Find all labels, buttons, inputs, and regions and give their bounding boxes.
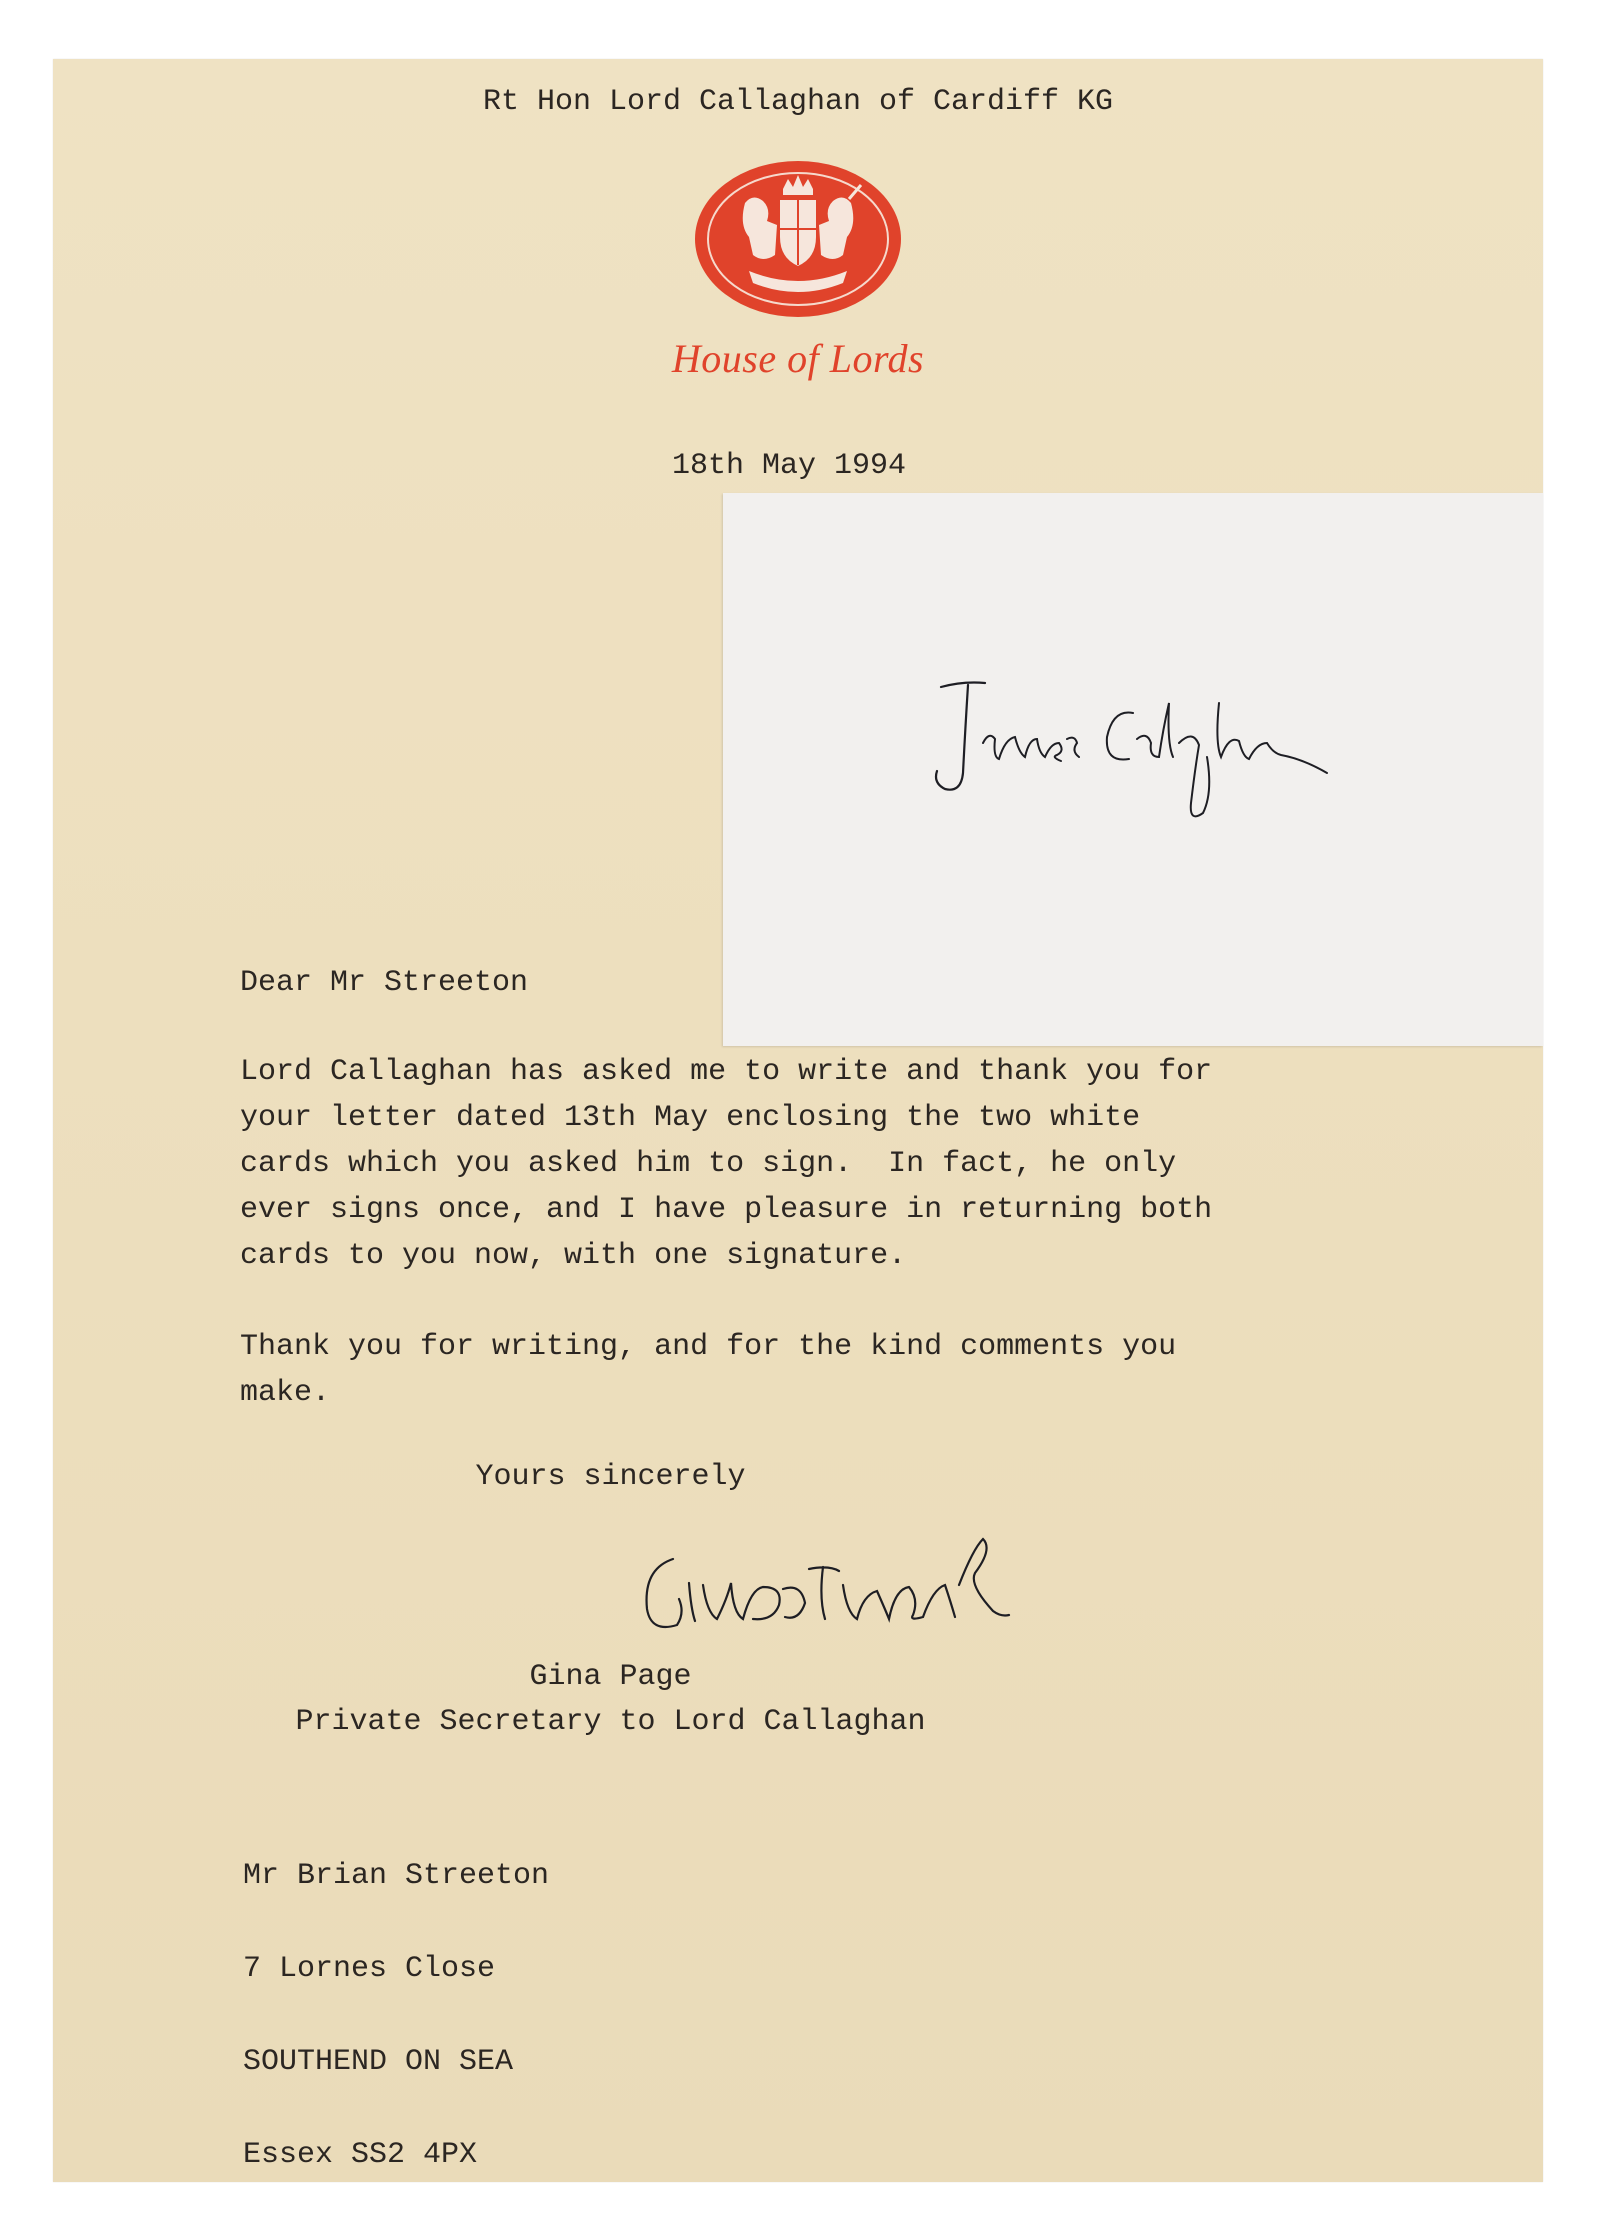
secretary-signature bbox=[633, 1529, 1013, 1649]
letter-date: 18th May 1994 bbox=[672, 449, 907, 483]
card-signature bbox=[923, 673, 1363, 873]
signatory-title: Private Secretary to Lord Callaghan bbox=[295, 1705, 926, 1739]
signed-card bbox=[723, 493, 1543, 1046]
address-line: SOUTHEND ON SEA bbox=[243, 2045, 514, 2079]
body-paragraph: Thank you for writing, and for the kind comments you make. bbox=[240, 1330, 1177, 1410]
salutation: Dear Mr Streeton bbox=[240, 966, 529, 1000]
royal-coat-of-arms-icon bbox=[693, 159, 903, 319]
closing: Yours sincerely bbox=[475, 1460, 746, 1494]
recipient-address bbox=[243, 1799, 549, 2233]
body-paragraph: Lord Callaghan has asked me to write and thank you for your letter dated 13th May enclosing the two white cards which you asked him to sign. In fact, he only ever signs once, and I have pleasure in returning both cards to you now, with one signature. bbox=[240, 1055, 1213, 1273]
letter-sheet bbox=[53, 59, 1543, 2182]
signatory-name: Gina Page bbox=[529, 1660, 692, 1694]
address-line: 7 Lornes Close bbox=[243, 1952, 496, 1986]
address-line: Essex SS2 4PX bbox=[243, 2138, 478, 2172]
address-line: Mr Brian Streeton bbox=[243, 1859, 550, 1893]
institution-name: House of Lords bbox=[671, 336, 925, 381]
letterhead-sender: Rt Hon Lord Callaghan of Cardiff KG bbox=[482, 85, 1114, 119]
